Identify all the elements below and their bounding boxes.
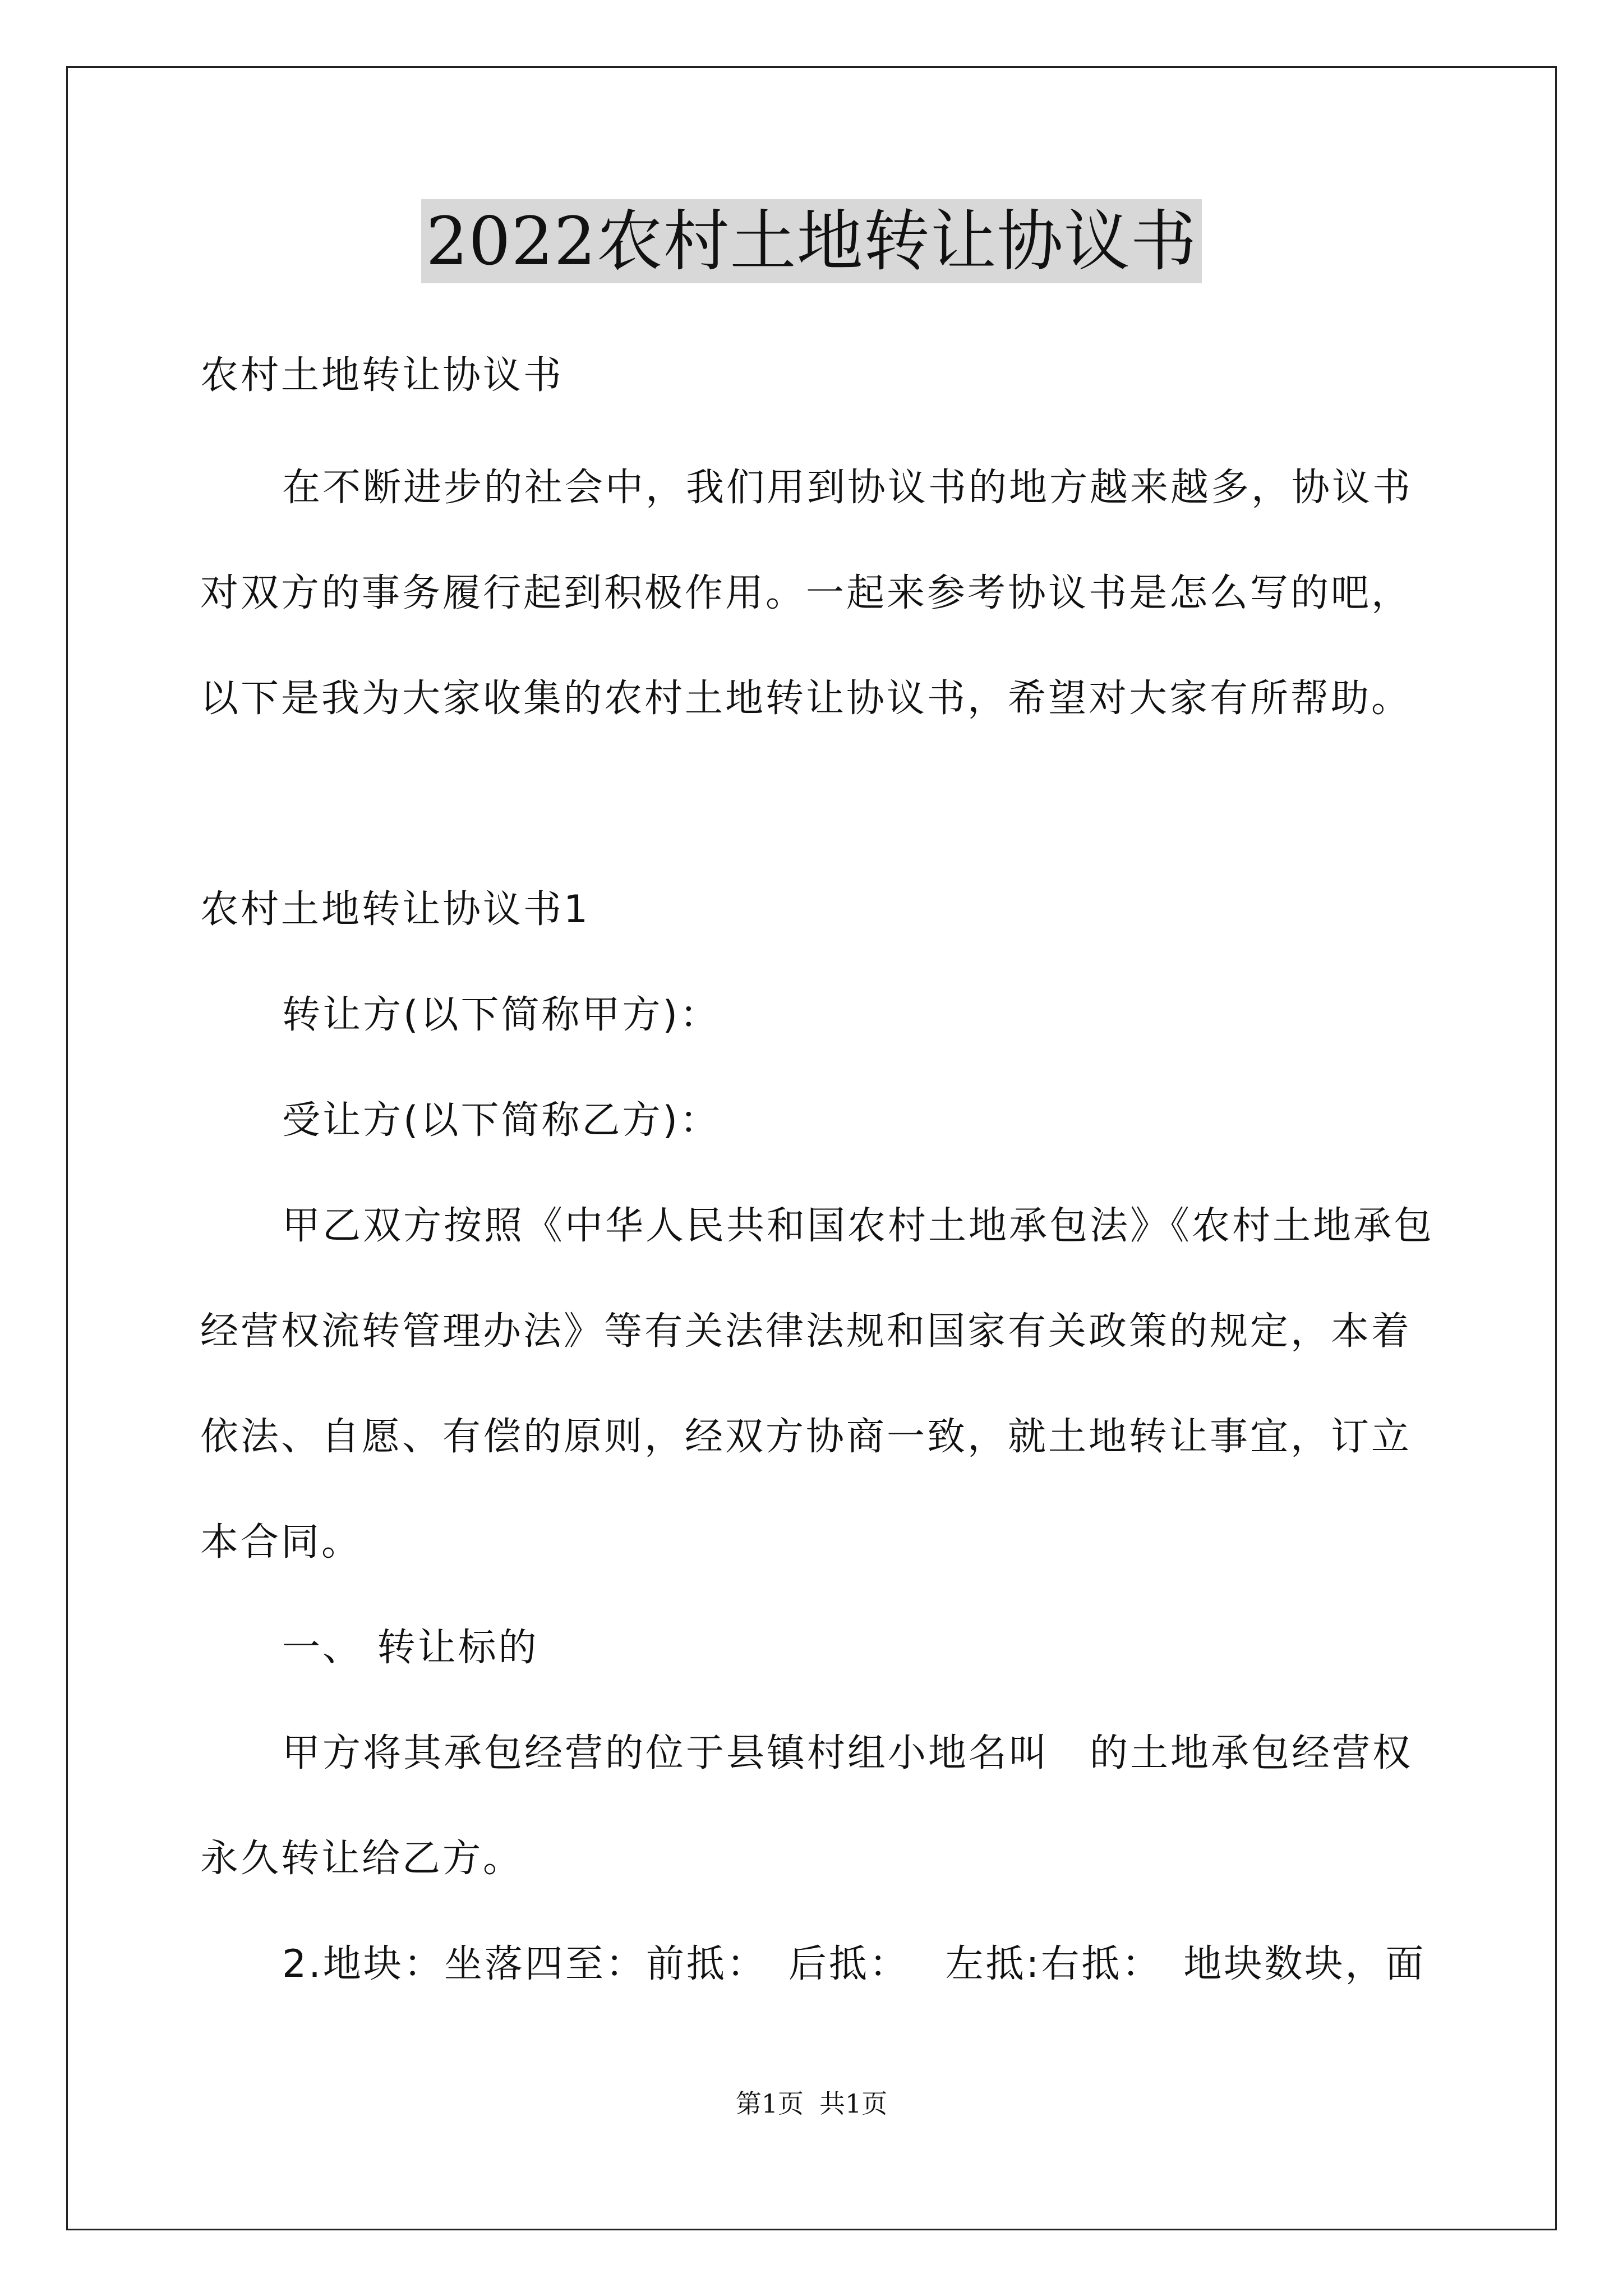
paragraph-line: 以下是我为大家收集的农村土地转让协议书，希望对大家有所帮助。 — [200, 677, 1412, 721]
page-footer — [0, 2087, 1623, 2120]
paragraph-line: 2.地块：坐落四至：前抵： 后抵： 左抵:右抵： 地块数块，面 — [282, 1942, 1426, 1986]
paragraph-line: 甲方将其承包经营的位于县镇村组小地名叫 的土地承包经营权 — [282, 1731, 1413, 1775]
paragraph-line: 受让方(以下简称乙方)： — [282, 1098, 721, 1143]
page-total: 共1页 — [819, 2088, 888, 2119]
page-number: 第1页 — [735, 2088, 804, 2119]
paragraph-line: 本合同。 — [200, 1520, 362, 1565]
paragraph-line: 在不断进步的社会中，我们用到协议书的地方越来越多，协议书 — [282, 466, 1413, 510]
paragraph-line: 依法、自愿、有偿的原则，经双方协商一致，就土地转让事宜，订立 — [200, 1415, 1412, 1459]
paragraph-line: 甲乙双方按照《中华人民共和国农村土地承包法》《农村土地承包 — [282, 1204, 1435, 1248]
title-container — [0, 199, 1623, 283]
clause-heading: 一、 转让标的 — [282, 1626, 539, 1670]
section-heading: 农村土地转让协议书1 — [200, 887, 591, 932]
doc-heading: 农村土地转让协议书 — [200, 353, 564, 398]
document-title: 2022农村土地转让协议书 — [421, 199, 1201, 283]
paragraph-line: 转让方(以下简称甲方)： — [282, 993, 721, 1037]
paragraph-line: 经营权流转管理办法》等有关法律法规和国家有关政策的规定，本着 — [200, 1309, 1412, 1354]
paragraph-line: 对双方的事务履行起到积极作用。一起来参考协议书是怎么写的吧， — [200, 571, 1412, 615]
paragraph-line: 永久转让给乙方。 — [200, 1837, 524, 1881]
